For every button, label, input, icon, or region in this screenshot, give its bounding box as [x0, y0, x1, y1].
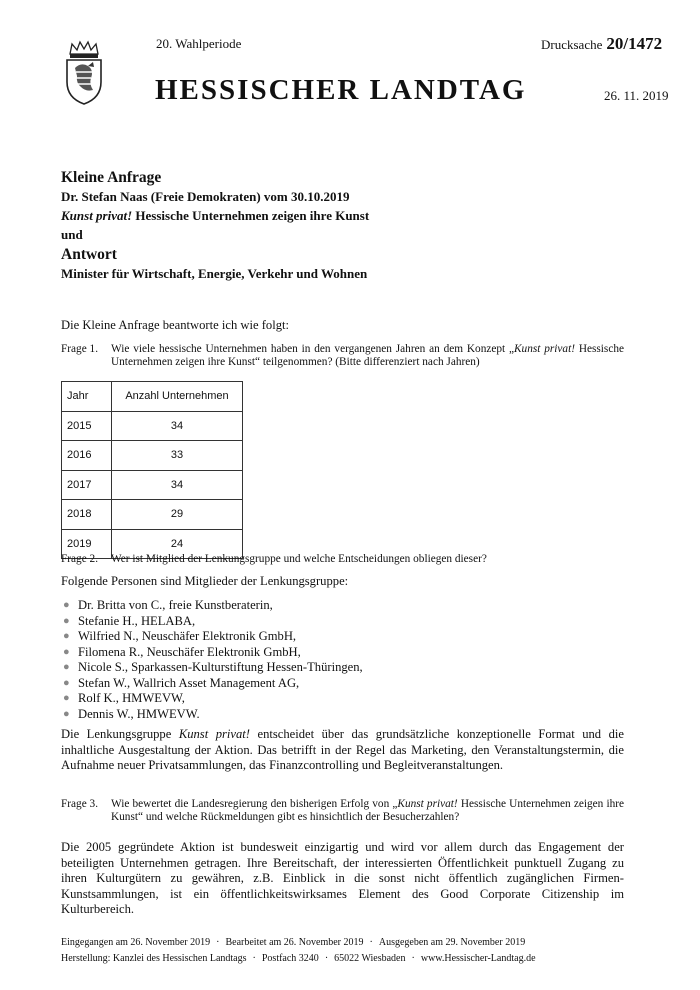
document-type: Kleine Anfrage — [61, 169, 162, 186]
title-block — [61, 168, 661, 283]
list-item — [61, 598, 363, 614]
subject-line — [61, 206, 661, 225]
bullet-icon: ● — [63, 645, 70, 658]
bullet-icon: ● — [63, 614, 70, 627]
bullet-icon: ● — [63, 630, 70, 642]
member-text: Dennis W., HMWEVW. — [78, 706, 200, 721]
frage-3 — [61, 798, 624, 824]
parliament-name: HESSISCHER LANDTAG — [155, 74, 527, 106]
und-line: und — [61, 227, 83, 242]
cell-year: 2015 — [62, 411, 112, 441]
answer-2-pre: Die Lenkungsgruppe — [61, 727, 179, 741]
list-item — [61, 614, 363, 630]
cell-count: 34 — [112, 470, 243, 500]
drucksache-number: 20/1472 — [606, 34, 663, 53]
footer-web-link[interactable]: www.Hessischer-Landtag.de — [420, 953, 536, 964]
member-text: Wilfried N., Neuschäfer Elektronik GmbH, — [78, 629, 297, 643]
table-row — [62, 411, 243, 441]
drucksache-label: Drucksache — [541, 37, 603, 52]
answer-2-post: entscheidet über das grundsätzliche konzeptionelle Format und die inhaltliche Ausgestaltung der Aktion. Das betrifft in der Regel das Marketing, den Veranstaltungstermin, die Aufnahme neuer Privatsammlungen, das Finanzcontrolling und Begleitveranstaltungen. — [61, 727, 624, 772]
frage-2-text: Wer ist Mitglied der Lenkungsgruppe und welche Entscheidungen obliegen dieser? — [111, 553, 487, 565]
bullet-icon: ● — [63, 676, 70, 689]
antwort-heading: Antwort — [61, 246, 117, 263]
list-item — [61, 629, 363, 645]
footer-separator: · — [216, 937, 220, 948]
footer-postfach: Postfach 3240 — [261, 953, 319, 964]
frage-3-text — [111, 798, 624, 824]
bullet-icon: ● — [63, 707, 70, 720]
members-list — [61, 598, 363, 722]
drucksache-id — [541, 34, 662, 54]
bullet-icon: ● — [63, 692, 70, 704]
footer-dates — [61, 937, 525, 948]
footer-ort: 65022 Wiesbaden — [334, 953, 406, 964]
frage-2 — [61, 553, 624, 566]
member-text: Nicole S., Sparkassen-Kulturstiftung Hessen-Thüringen, — [78, 660, 363, 674]
frage-1-label: Frage 1. — [61, 343, 99, 355]
frage-3-label: Frage 3. — [61, 798, 99, 810]
subject-italic: Kunst privat! — [61, 208, 133, 223]
answer-2-paragraph — [61, 727, 624, 774]
frage-1 — [61, 343, 624, 369]
member-text: Stefanie H., HELABA, — [78, 613, 196, 628]
footer-ausgegeben: Ausgegeben am 29. November 2019 — [378, 937, 526, 948]
answer-3-paragraph: Die 2005 gegründete Aktion ist bundesweit einzigartig und wird vor allem durch das Engagement der beteiligten Unternehmen getragen. Ihre Bereitschaft, der interessierten Öffentlichkeit punktuell Zugang zu ihren Kulturgütern zu gewähren, z.B. Einblick in die sonst nicht öffentlich zugänglichen Firmen-Kunstsammlungen, ist ein öffentlichkeitswirksames Element des Good Corporate Citizenship im Kulturbereich. — [61, 840, 624, 916]
members-intro: Folgende Personen sind Mitglieder der Lenkungsgruppe: — [61, 574, 349, 588]
footer-separator: · — [411, 953, 415, 964]
participation-table — [61, 381, 243, 559]
cell-count: 34 — [112, 411, 243, 441]
cell-count: 24 — [112, 529, 243, 559]
footer-herstellung: Herstellung: Kanzlei des Hessischen Landtags — [61, 953, 247, 964]
footer-separator: · — [324, 953, 329, 964]
footer-bearbeitet: Bearbeitet am 26. November 2019 — [225, 937, 364, 948]
column-header-anzahl: Anzahl Unternehmen — [112, 382, 243, 412]
frage-1-text-italic: Kunst privat! — [514, 343, 575, 355]
member-text: Dr. Britta von C., freie Kunstberaterin, — [78, 598, 273, 612]
cell-year: 2018 — [62, 500, 112, 530]
subject-rest: Hessische Unternehmen zeigen ihre Kunst — [132, 208, 370, 223]
cell-year: 2016 — [62, 441, 112, 471]
footer-separator: · — [252, 953, 256, 964]
frage-1-text — [111, 343, 624, 369]
frage-3-text-pre: Wie bewertet die Landesregierung den bisherigen Erfolg von „ — [111, 798, 398, 810]
member-text: Stefan W., Wallrich Asset Management AG, — [78, 675, 300, 690]
intro-text: Die Kleine Anfrage beantworte ich wie folgt: — [61, 318, 290, 332]
document-date: 26. 11. 2019 — [604, 88, 669, 103]
frage-3-text-italic: Kunst privat! — [397, 798, 458, 810]
footer-imprint — [61, 953, 536, 964]
member-text: Rolf K., HMWEVW, — [78, 691, 185, 705]
footer-separator: · — [369, 937, 373, 948]
frage-1-text-pre: Wie viele hessische Unternehmen haben in den vergangenen Jahren an dem Konzept „ — [111, 343, 515, 355]
table-row — [62, 500, 243, 530]
bullet-icon: ● — [63, 661, 70, 673]
cell-count: 33 — [112, 441, 243, 471]
table-row — [62, 441, 243, 471]
list-item — [61, 707, 363, 723]
table-header-row — [62, 382, 243, 412]
list-item — [61, 645, 363, 661]
author-line: Dr. Stefan Naas (Freie Demokraten) vom 30.10.2019 — [61, 189, 350, 204]
cell-year: 2017 — [62, 470, 112, 500]
list-item — [61, 660, 363, 676]
answer-2-italic: Kunst privat! — [178, 727, 250, 741]
cell-count: 29 — [112, 500, 243, 530]
member-text: Filomena R., Neuschäfer Elektronik GmbH, — [78, 644, 301, 659]
cell-year: 2019 — [62, 529, 112, 559]
bullet-icon: ● — [63, 599, 70, 611]
table-row — [62, 470, 243, 500]
frage-1-text-post: Hessische Unternehmen zeigen ihre Kunst“ teilgenommen? (Bitte differenziert nach Jahren) — [111, 343, 625, 368]
list-item — [61, 691, 363, 707]
wahlperiode: 20. Wahlperiode — [156, 36, 242, 51]
frage-2-label: Frage 2. — [61, 553, 99, 565]
list-item — [61, 676, 363, 692]
hessen-coat-of-arms-icon — [64, 40, 104, 106]
footer-eingegangen: Eingegangen am 26. November 2019 — [61, 937, 211, 948]
frage-3-text-post: Hessische Unternehmen zeigen ihre Kunst“ und welche Rückmeldungen gibt es hinsichtlich der Besucherzahlen? — [111, 798, 625, 823]
minister-line: Minister für Wirtschaft, Energie, Verkehr und Wohnen — [61, 266, 368, 281]
column-header-jahr: Jahr — [62, 382, 112, 412]
